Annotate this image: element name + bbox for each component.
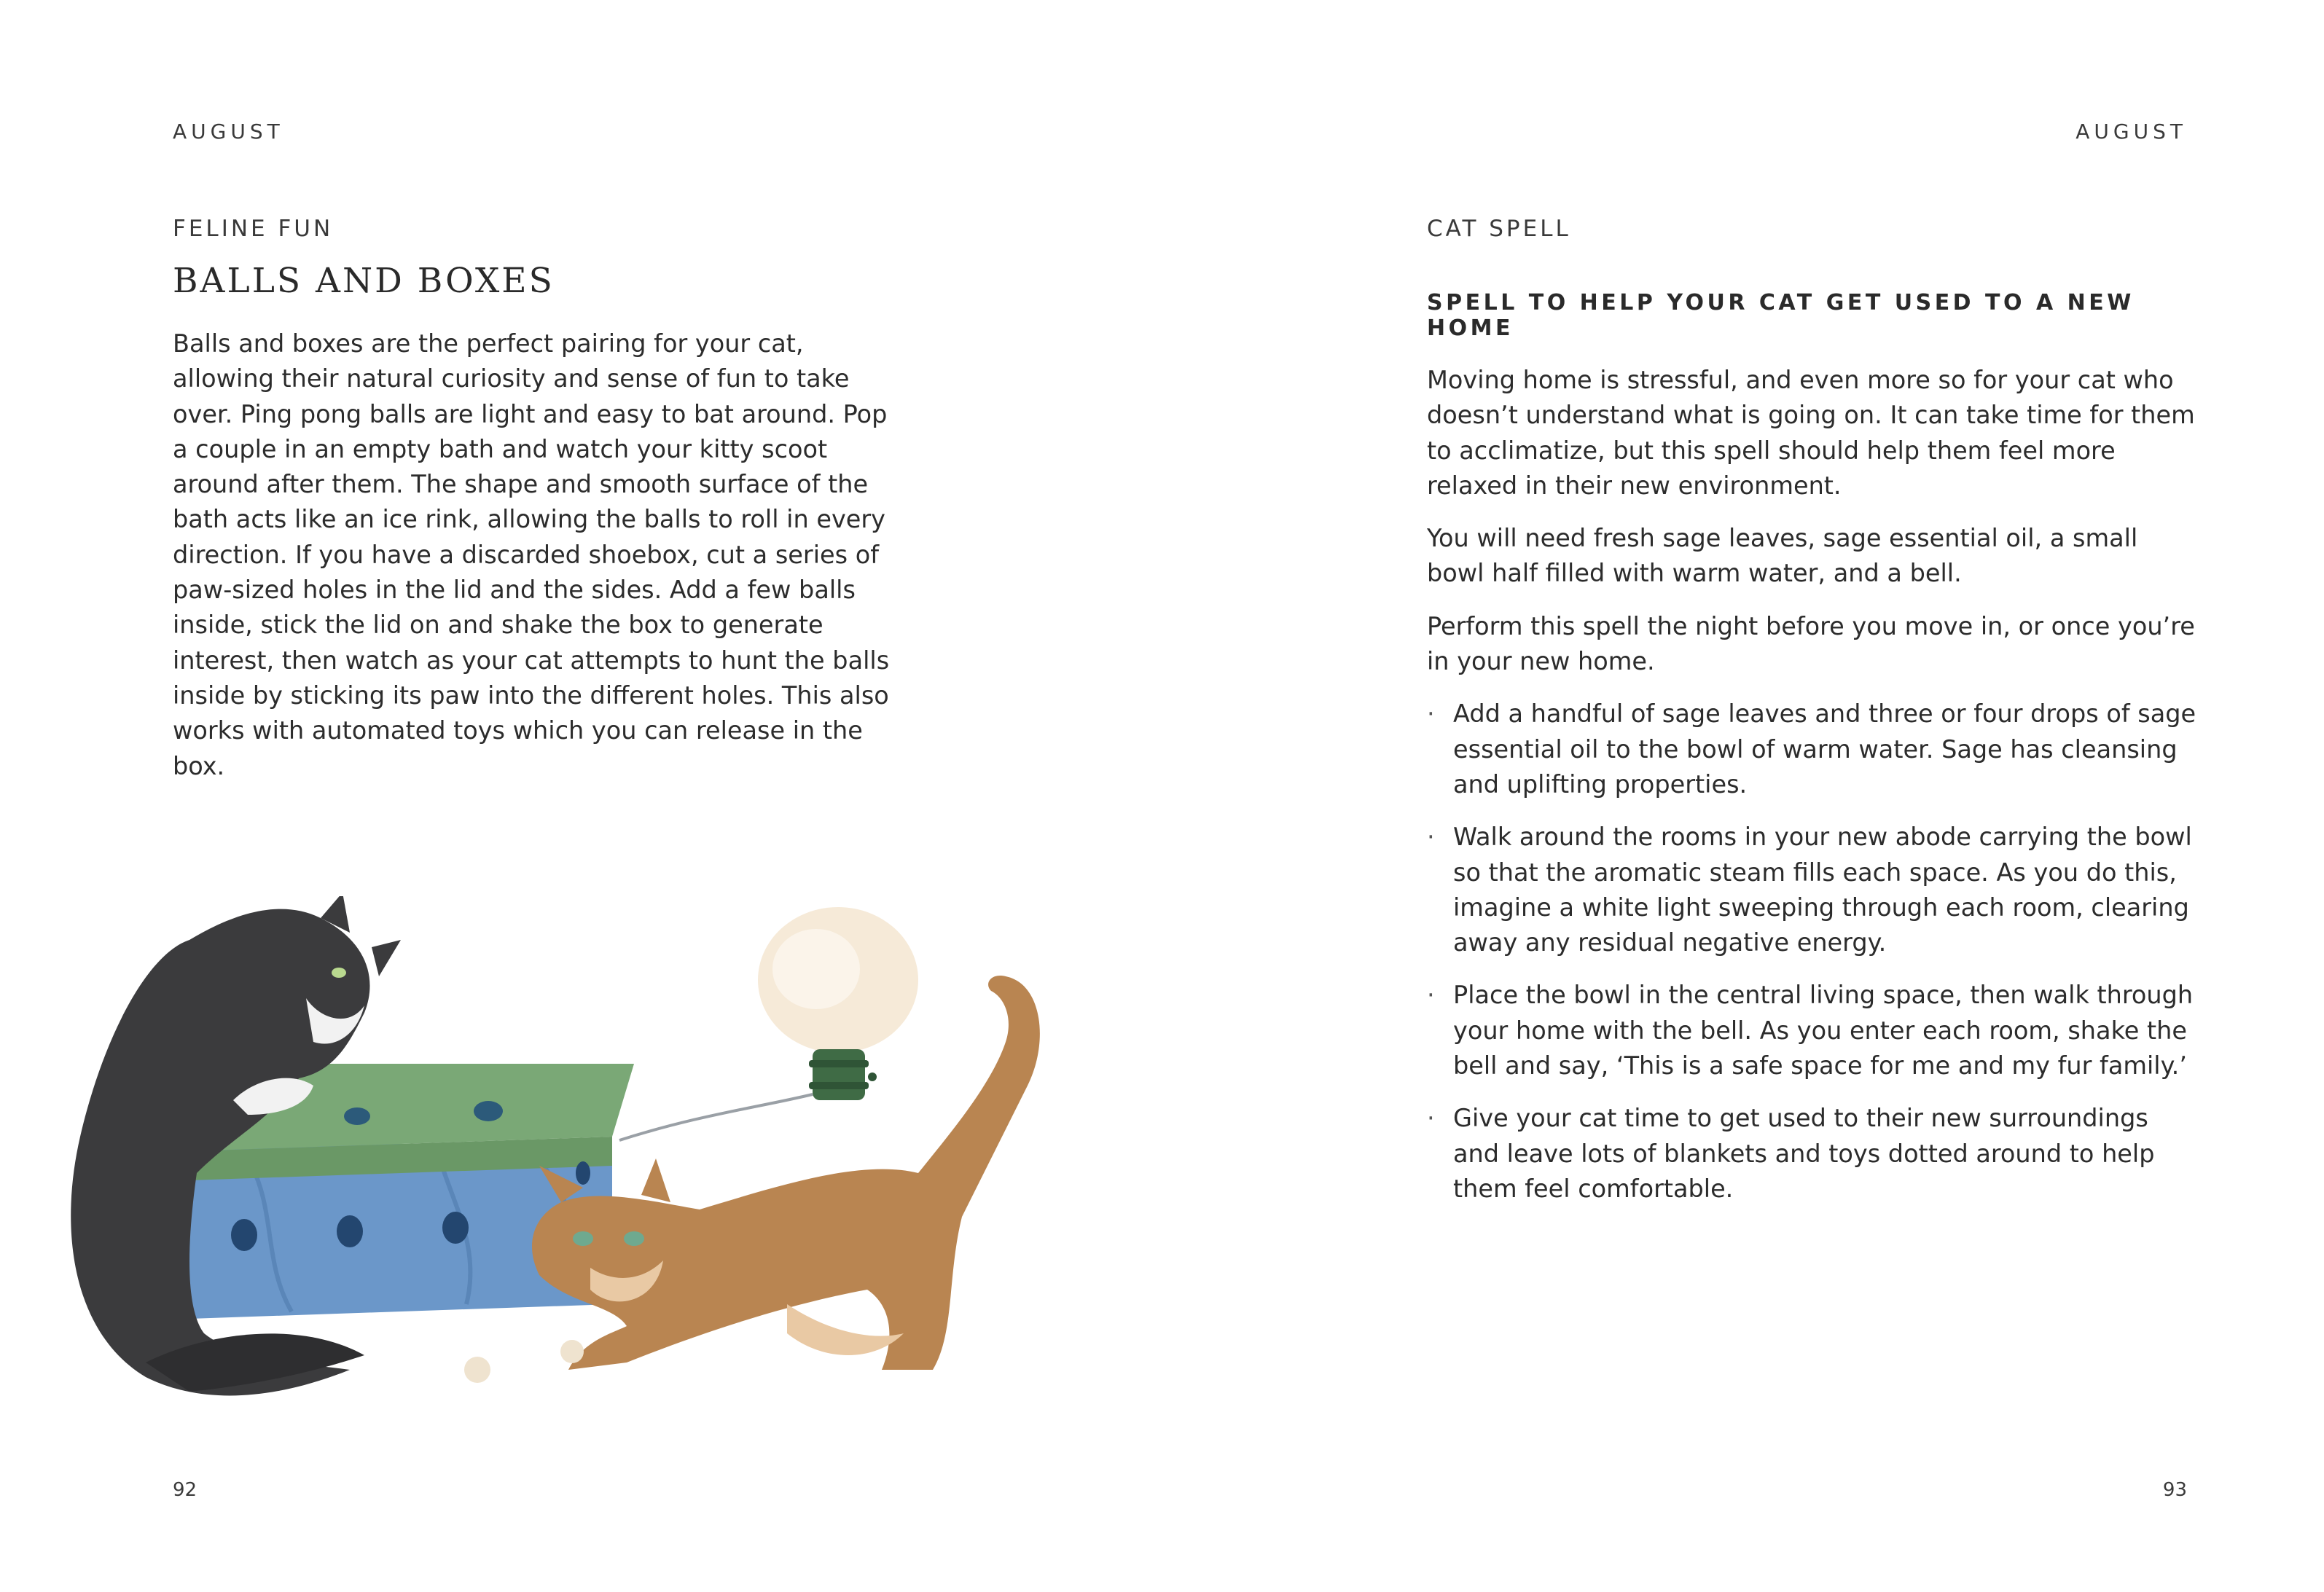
running-head-right: AUGUST xyxy=(2075,119,2187,144)
spell-heading: SPELL TO HELP YOUR CAT GET USED TO A NEW HOME xyxy=(1427,290,2135,341)
step-text: Add a handful of sage leaves and three or four drops of sage essential oil to the bowl of warm water. Sage has cleansing and uplifting properties. xyxy=(1453,699,2196,799)
step-text: Give your cat time to get used to their new surroundings and leave lots of blankets and toys dotted around to help them feel comfortable. xyxy=(1453,1104,2155,1203)
materials-paragraph: You will need fresh sage leaves, sage essential oil, a small bowl half filled with warm water, and a bell. xyxy=(1427,524,2138,588)
spell-column xyxy=(1427,290,2199,1224)
section-kicker-right: CAT SPELL xyxy=(1427,216,1571,242)
running-head-left: AUGUST xyxy=(173,119,284,144)
ping-pong-ball xyxy=(560,1340,584,1363)
page-title: BALLS AND BOXES xyxy=(173,261,555,301)
list-item xyxy=(1427,1101,2199,1207)
bullet-dot-icon: · xyxy=(1427,823,1435,852)
bullet-dot-icon: · xyxy=(1427,981,1435,1010)
body-paragraph-left: Balls and boxes are the perfect pairing for your cat, allowing their natural curiosity and sense of fun to take over. Ping pong balls are light and easy to bat around. Pop a couple in an empty bath and watch your kitty scoot around after them. The shape and smooth surface of the bath acts like an ice rink, allowing the balls to roll in every direction. If you have a discarded shoebox, cut a series of paw-sized holes in the lid and the sides. Add a few balls inside, stick the lid on and shake the box to generate interest, then watch as your cat attempts to hunt the balls inside by sticking its paw into the different holes. This also works with automated toys which you can release in the box. xyxy=(173,329,890,780)
step-text: Place the bowl in the central living space, then walk through your home with the bell. As you enter each room, shake the bell and say, ‘This is a safe space for me and my fur family.’ xyxy=(1453,981,2194,1081)
step-text: Walk around the rooms in your new abode carrying the bowl so that the aromatic steam fills each space. As you do this, imagine a white light sweeping through each room, clearing away any residual negative energy. xyxy=(1453,823,2192,957)
list-item xyxy=(1427,697,2199,802)
ping-pong-ball xyxy=(464,1357,490,1383)
page-number-left: 92 xyxy=(173,1479,197,1501)
list-item xyxy=(1427,820,2199,960)
section-kicker-left: FELINE FUN xyxy=(173,216,334,242)
bullet-dot-icon: · xyxy=(1427,699,1435,729)
intro-paragraph: Moving home is stressful, and even more so for your cat who doesn’t understand what is going on. It can take time for them to acclimatize, but this spell should help them feel more relaxed in their new environment. xyxy=(1427,366,2195,500)
spell-steps-list xyxy=(1427,697,2199,1207)
list-item xyxy=(1427,978,2199,1083)
bullet-dot-icon: · xyxy=(1427,1104,1435,1133)
page-number-right: 93 xyxy=(2162,1479,2187,1501)
right-page xyxy=(1162,0,2324,1592)
lamp-illustration xyxy=(619,907,918,1140)
cats-playing-with-box-illustration xyxy=(58,896,1093,1450)
timing-paragraph: Perform this spell the night before you move in, or once you’re in your new home. xyxy=(1427,611,2195,676)
